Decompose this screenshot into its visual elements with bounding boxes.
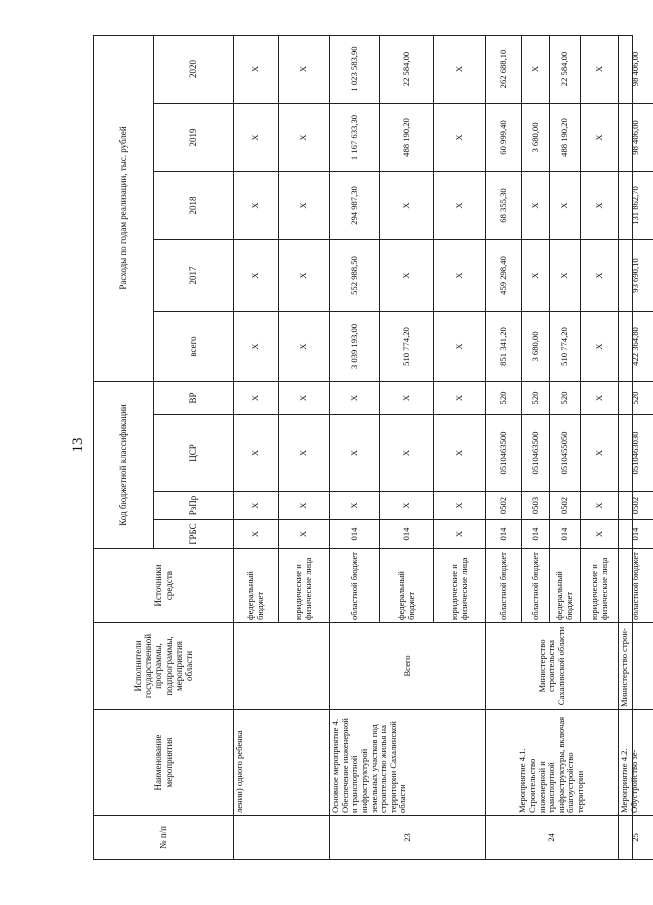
cell-grbs: X	[233, 520, 278, 549]
cell-year-2018: X	[278, 172, 329, 240]
cell-csr: 0510455050	[549, 415, 580, 492]
cell-year-2020: X	[433, 35, 485, 104]
cell-year-2017: X	[278, 240, 329, 312]
cell-vr: X	[233, 382, 278, 415]
cell-year-2020: 22 584,00	[379, 35, 433, 104]
cell-source: областной бюджет	[618, 549, 653, 623]
cell-year-2019: 60 999,40	[485, 104, 521, 172]
header-csr: ЦСР	[153, 415, 233, 492]
header-executor: Исполнители государственной программы, подпрограммы, мероприятия области	[93, 623, 233, 710]
cell-csr: X	[379, 415, 433, 492]
cell-total: X	[233, 312, 278, 382]
cell-source: федеральный бюджет	[233, 549, 278, 623]
cell-vr: 520	[549, 382, 580, 415]
header-name: Наименование мероприятия	[93, 710, 233, 816]
header-budget-code: Код бюджетной классификации	[93, 382, 153, 549]
cell-year-2018: 68 355,30	[485, 172, 521, 240]
header-sources: Источники средств	[93, 549, 233, 623]
cell-vr: X	[580, 382, 618, 415]
cell-year-2017: X	[521, 240, 549, 312]
cell-year-2018: 294 987,30	[329, 172, 379, 240]
cell-year-2020: X	[233, 35, 278, 104]
cell-vr: 520	[485, 382, 521, 415]
cell-year-2019: X	[580, 104, 618, 172]
cell-grbs: 014	[379, 520, 433, 549]
cell-year-2018: X	[433, 172, 485, 240]
cell-year-2017: 93 690,10	[618, 240, 653, 312]
cell-total: 422 364,80	[618, 312, 653, 382]
row-24-num: 24	[485, 816, 618, 860]
header-2019: 2019	[153, 104, 233, 172]
cell-csr: X	[329, 415, 379, 492]
page-number: 13	[70, 437, 86, 453]
cell-grbs: 014	[329, 520, 379, 549]
cell-csr: 0510463500	[521, 415, 549, 492]
cell-vr: 520	[521, 382, 549, 415]
cell-rzpr: X	[329, 492, 379, 520]
cell-year-2019: 98 406,00	[618, 104, 653, 172]
row-23-name: Основное мероприятие 4. Обеспечение инженерной и транспортной инфраструктурой земельных участков под строительство жилья на территории Сахалинской области	[329, 710, 485, 816]
cell-year-2019: X	[233, 104, 278, 172]
cell-source: областной бюджет	[329, 549, 379, 623]
cell-vr: X	[433, 382, 485, 415]
row-24-executor: Министерство строительства Сахалинской области	[485, 623, 618, 710]
cell-year-2018: 131 862,70	[618, 172, 653, 240]
cell-year-2017: 459 298,40	[485, 240, 521, 312]
cell-year-2020: X	[580, 35, 618, 104]
cell-total: 851 341,20	[485, 312, 521, 382]
cell-total: X	[433, 312, 485, 382]
cell-grbs: 014	[485, 520, 521, 549]
header-num: № п/п	[93, 816, 233, 860]
cell-grbs: 014	[521, 520, 549, 549]
header-2020: 2020	[153, 35, 233, 104]
cell-source: областной бюджет	[521, 549, 549, 623]
cell-year-2018: X	[379, 172, 433, 240]
cell-rzpr: 0502	[618, 492, 653, 520]
cell-vr: 520	[618, 382, 653, 415]
cell-grbs: X	[433, 520, 485, 549]
cell-year-2020: 22 584,00	[549, 35, 580, 104]
cell-source: федеральный бюджет	[549, 549, 580, 623]
cell-total: 3 039 193,00	[329, 312, 379, 382]
cell-source: юридические и физические лица	[433, 549, 485, 623]
cell-year-2020: X	[521, 35, 549, 104]
cell-year-2017: 552 988,50	[329, 240, 379, 312]
cell-rzpr: X	[233, 492, 278, 520]
header-total: всего	[153, 312, 233, 382]
cell-csr: 0510463500	[485, 415, 521, 492]
header-2018: 2018	[153, 172, 233, 240]
cell-rzpr: 0503	[521, 492, 549, 520]
cell-csr: X	[233, 415, 278, 492]
cell-rzpr: 0502	[485, 492, 521, 520]
cell-year-2020: 262 688,10	[485, 35, 521, 104]
row-25-executor: Министерство строи-	[618, 623, 653, 710]
header-rzpr: РзПр	[153, 492, 233, 520]
cell-csr: X	[278, 415, 329, 492]
cell-year-2017: X	[433, 240, 485, 312]
cell-rzpr: X	[379, 492, 433, 520]
header-expenses: Расходы по годам реализации, тыс. рублей	[93, 35, 153, 382]
cell-total: 510 774,20	[549, 312, 580, 382]
prev-name: лении) одного ребенка	[233, 710, 329, 816]
cell-year-2019: X	[433, 104, 485, 172]
row-25-num: 25	[618, 816, 653, 860]
cell-year-2019: 488 190,20	[549, 104, 580, 172]
header-grbs: ГРБС	[153, 520, 233, 549]
row-24-name: Мероприятие 4.1. Строительство инженерной и транспортной инфраструктуры, включая благоустройство территории	[485, 710, 618, 816]
cell-grbs: X	[278, 520, 329, 549]
cell-year-2018: X	[233, 172, 278, 240]
cell-csr: X	[433, 415, 485, 492]
cell-vr: X	[379, 382, 433, 415]
cell-total: X	[278, 312, 329, 382]
cell-vr: X	[329, 382, 379, 415]
cell-year-2017: X	[233, 240, 278, 312]
cell-year-2018: X	[521, 172, 549, 240]
cell-source: юридические и физические лица	[580, 549, 618, 623]
table-viewport	[93, 35, 641, 860]
cell-source: областной бюджет	[485, 549, 521, 623]
cell-year-2019: X	[278, 104, 329, 172]
cell-grbs: X	[580, 520, 618, 549]
cell-rzpr: X	[278, 492, 329, 520]
cell-total: 3 680,00	[521, 312, 549, 382]
cell-vr: X	[278, 382, 329, 415]
cell-grbs: 014	[618, 520, 653, 549]
prev-executor-cell	[233, 623, 329, 710]
cell-year-2019: 3 680,00	[521, 104, 549, 172]
row-23-num: 23	[329, 816, 485, 860]
budget-table	[93, 35, 641, 860]
header-vr: ВР	[153, 382, 233, 415]
prev-num-cell	[233, 816, 329, 860]
row-23-executor: Всего	[329, 623, 485, 710]
cell-rzpr: X	[580, 492, 618, 520]
row-25-name: Мероприятие 4.2. Обустройство зе-	[618, 710, 653, 816]
cell-rzpr: X	[433, 492, 485, 520]
cell-year-2018: X	[549, 172, 580, 240]
cell-year-2017: X	[379, 240, 433, 312]
cell-total: X	[580, 312, 618, 382]
cell-source: юридические и физические лица	[278, 549, 329, 623]
cell-year-2019: 488 190,20	[379, 104, 433, 172]
cell-year-2018: X	[580, 172, 618, 240]
cell-year-2017: X	[549, 240, 580, 312]
cell-total: 510 774,20	[379, 312, 433, 382]
cell-year-2020: X	[278, 35, 329, 104]
cell-year-2020: 98 406,00	[618, 35, 653, 104]
cell-csr: X	[580, 415, 618, 492]
header-2017: 2017	[153, 240, 233, 312]
cell-rzpr: 0502	[549, 492, 580, 520]
cell-year-2020: 1 023 583,90	[329, 35, 379, 104]
cell-grbs: 014	[549, 520, 580, 549]
cell-year-2019: 1 167 633,30	[329, 104, 379, 172]
cell-csr: 0510463030	[618, 415, 653, 492]
cell-year-2017: X	[580, 240, 618, 312]
cell-source: федеральный бюджет	[379, 549, 433, 623]
